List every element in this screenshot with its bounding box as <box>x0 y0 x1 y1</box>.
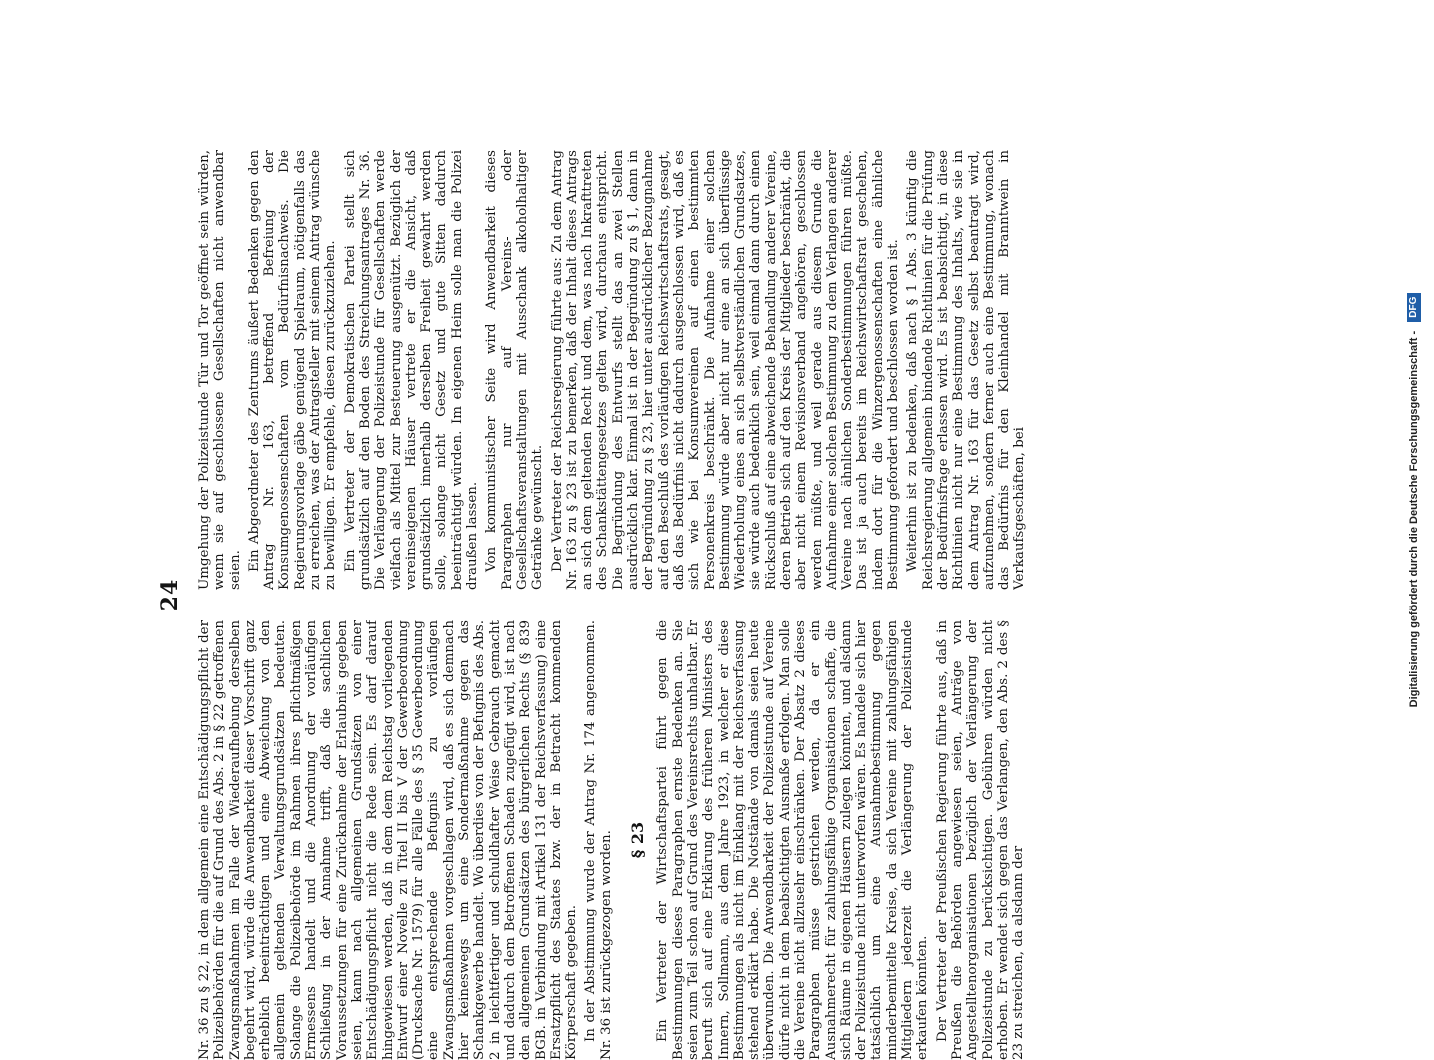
right-paragraph-4: Von kommunistischer Seite wird Anwendbarkeit dieses Paragraphen nur auf Vereins- oder Gesellschaftsveranstaltungen mit Ausschank alkoholhaltiger Getränke gewünscht. <box>484 150 546 590</box>
right-paragraph-3: Ein Vertreter der Demokratischen Partei stellt sich grundsätzlich auf den Boden des Streichungsantrages Nr. 36. Die Verlängerung der Polizeistunde für Gesellschaften werde vielfach als Mittel zur Besteuerung ausgenützt. Bezüglich der vereinseigenen Häuser vertrete er die Ansicht, daß grundsätzlich innerhalb derselben Freiheit gewahrt werden solle, solange nicht Gesetz und gute Sitten dadurch beeinträchtigt würden. Im eigenen Heim solle man die Polizei draußen lassen. <box>342 150 481 590</box>
section-paragraph-2: Der Vertreter der Preußischen Regierung führte aus, daß in Preußen die Behörden angewiesen seien, Anträge von Angestelltenorganisationen bezüglich der Verlängerung der Polizeistunde zu berücksichtigen. Gebühren würden nicht erhoben. Er wendet sich gegen das Verlangen, den Abs. 2 des § 23 zu streichen, da alsdann der <box>934 620 1027 1060</box>
left-paragraph-2: In der Abstimmung wurde der Antrag Nr. 174 angenommen. Nr. 36 ist zurückgezogen worden. <box>583 620 614 1060</box>
right-paragraph-5: Der Vertreter der Reichsregierung führte aus: Zu dem Antrag Nr. 163 zu § 23 ist zu bemerken, daß der Inhalt dieses Antrags an sich dem geltenden Recht und dem, was nach Inkrafttreten des Schankstättengesetzes gelten wird, durchaus entspricht. Die Begründung des Entwurfs stellt das an zwei Stellen ausdrücklich klar. Einmal ist in der Begründung zu § 1, dann in der Begründung zu § 23, hier unter ausdrücklicher Bezugnahme auf den Beschluß des vorläufigen Reichswirtschaftsrats, gesagt, daß das Bedürfnis nicht dadurch ausgeschlossen wird, daß es sich wie bei Konsumvereinen auf einen bestimmten Personenkreis beschränkt. Die Aufnahme einer solchen Bestimmung würde aber nicht nur eine an sich überflüssige Wiederholung eines an sich selbstverständlichen Grundsatzes, sie würde auch bedenklich sein, weil einmal dann durch einen Rückschluß auf eine abweichende Behandlung anderer Vereine, deren Betrieb sich auf den Kreis der Mitglieder beschränkt, die aber nicht einem Revisionsverband angehören, geschlossen werden müßte, und weil gerade aus diesem Grunde die Aufnahme einer solchen Bestimmung zu dem Verlangen anderer Vereine nach ähnlichen Sonderbestimmungen führen müßte. Das ist ja auch bereits im Reichswirtschaftsrat geschehen, indem dort für die Winzergenossenschaften eine ähnliche Bestimmung gefordert und beschlossen worden ist. <box>549 150 902 590</box>
section-paragraph-1: Ein Vertreter der Wirtschaftspartei führt gegen die Bestimmungen dieses Paragraphen ernste Bedenken an. Sie seien zum Teil schon auf Grund des Vereinsrechts unhaltbar. Er beruft sich auf eine Erklärung des früheren Ministers des Innern, Sollmann, aus dem Jahre 1923, in welcher er diese Bestimmungen als nicht im Einklang mit der Reichsverfassung stehend erklärt habe. Die Notstände von damals seien heute überwunden. Die Anwendbarkeit der Polizeistunde auf Vereine dürfe nicht in dem beabsichtigten Ausmaße erfolgen. Man solle die Vereine nicht allzusehr einschränken. Der Absatz 2 dieses Paragraphen müsse gestrichen werden, da er ein Ausnahmerecht für zahlungsfähige Organisationen schaffe, die sich Räume in eigenen Häusern zulegen könnten, und alsdann der Polizeistunde nicht unterworfen wären. Es handele sich hier tatsächlich um eine Ausnahmebestimmung gegen minderbemittelte Kreise, da sich Vereine mit zahlungsfähigen Mitgliedern jederzeit die Verlängerung der Polizeistunde erkaufen könnten. <box>655 620 931 1060</box>
left-paragraph-1: Nr. 36 zu § 22, in dem allgemein eine Entschädigungspflicht der Polizeibehörden für die auf Grund des Abs. 2 in § 22 getroffenen Zwangsmaßnahmen im Falle der Wiederaufhebung derselben begehrt wird, würde die Anwendbarkeit dieser Vorschrift ganz erheblich beeinträchtigen und eine Abweichung von den allgemein geltenden Verwaltungsgrundsätzen bedeuten. Solange die Polizeibehörde im Rahmen ihres pflichtmäßigen Ermessens handelt und die Anordnung der vorläufigen Schließung in der Annahme trifft, daß die sachlichen Voraussetzungen für eine Zurücknahme der Erlaubnis gegeben seien, kann nach allgemeinen Grundsätzen von einer Entschädigungspflicht nicht die Rede sein. Es darf darauf hingewiesen werden, daß in dem dem Reichstag vorliegenden Entwurf einer Novelle zu Titel II bis V der Gewerbeordnung (Drucksache Nr. 1579) für alle Fälle des § 35 Gewerbeordnung eine entsprechende Befugnis zu vorläufigen Zwangsmaßnahmen vorgeschlagen wird, daß es sich demnach hier keineswegs um eine Sondermaßnahme gegen das Schankgewerbe handelt. Wo überdies von der Befugnis des Abs. 2 in leichtfertiger und schuldhafter Weise Gebrauch gemacht und dadurch dem Betroffenen Schaden zugefügt wird, ist nach den allgemeinen Grundsätzen des bürgerlichen Rechts (§ 839 BGB. in Verbindung mit Artikel 131 der Reichsverfassung) eine Ersatzpflicht des Staates bzw. der in Betracht kommenden Körperschaft gegeben. <box>197 620 580 1060</box>
footer-text: Digitalisierung gefördert durch die Deutsche Forschungsgemeinschaft - <box>1408 330 1420 708</box>
right-paragraph-2: Ein Abgeordneter des Zentrums äußert Bedenken gegen den Antrag Nr. 163, betreffend Befreiung der Konsumgenossenschaften vom Bedürfnisnachweis. Die Regierungsvorlage gäbe genügend Spielraum, nötigenfalls das zu erreichen, was der Antragsteller mit seinem Antrag wünsche zu bewilligen. Er empfehle, diesen zurückzuziehen. <box>246 150 339 590</box>
rotated-page <box>157 130 1347 1060</box>
digitization-footer <box>1405 120 1423 880</box>
dfg-logo: DFG <box>1407 293 1421 322</box>
right-paragraph-1: Umgehung der Polizeistunde Tür und Tor geöffnet sein würden, wenn sie auf geschlossene Gesellschaften nicht anwendbar seien. <box>197 150 243 590</box>
right-paragraph-6: Weiterhin ist zu bedenken, daß nach § 1 Abs. 3 künftig die Reichsregierung allgemein bindende Richtlinien für die Prüfung der Bedürfnisfrage erlassen wird. Es ist beabsichtigt, in diese Richtlinien nicht nur eine Bestimmung des Inhalts, wie sie in dem Antrag Nr. 163 für das Gesetz selbst beantragt wird, aufzunehmen, sondern ferner auch eine Bestimmung, wonach das Bedürfnis für den Kleinhandel mit Branntwein in Verkaufsgeschäften, bei <box>905 150 1028 590</box>
left-column <box>197 620 1347 1060</box>
page-number: 24 <box>157 578 183 612</box>
right-column <box>197 150 1347 590</box>
section-heading: § 23 <box>628 821 648 859</box>
